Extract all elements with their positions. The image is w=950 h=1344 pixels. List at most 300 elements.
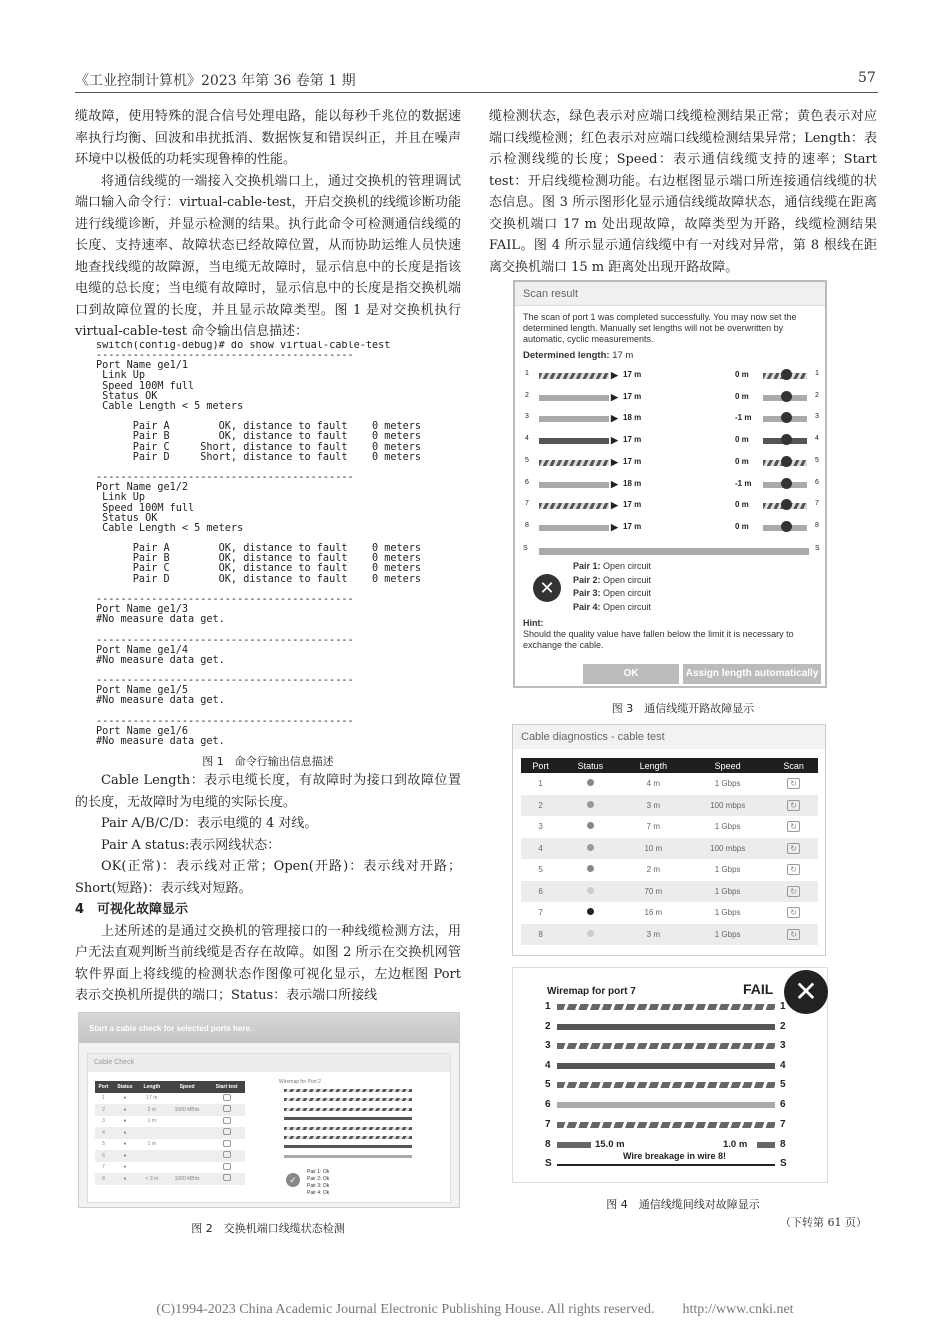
- table-cell: 2: [102, 1106, 105, 1113]
- scan-cell: [769, 816, 818, 838]
- table-row: [95, 1139, 245, 1151]
- wire-number: 2: [780, 1020, 786, 1032]
- table-cell: [138, 1127, 166, 1139]
- determined-length: [523, 350, 633, 361]
- status-cell: [560, 881, 621, 903]
- cable-bar: [539, 416, 609, 422]
- paragraph: 缆检测状态，绿色表示对应端口线缆检测结果正常；黄色表示对应端口线缆检测；红色表示对应端口线缆检测结果异常；Length：表示检测线缆的长度；Speed：表示通信线缆支持的速率；Start test：开启线缆检测功能。右边框图显示端口所连接通信线缆的状态信息。图 3 所示图形化显示通信线缆故障状态，通信线缆在距离交换机端口 17 m 处出现故障，故障类型为开路，线缆检测结果 FAIL。图 4 所示显示通信线缆中有一对线对异常，第 8 根线在距离交换机端口 15 m 距离处出现开路故障。: [489, 109, 877, 275]
- column-header: Start test: [208, 1081, 245, 1093]
- table-cell: 3: [102, 1118, 105, 1125]
- wire-number: 1: [780, 1001, 786, 1012]
- scan-bar: [539, 548, 809, 555]
- table-row: [521, 859, 818, 881]
- scan-cell: [769, 795, 818, 817]
- fault-distance: 0 m: [735, 521, 749, 531]
- diagnostics-table: [521, 758, 818, 946]
- cli-output: switch(config-debug)# do show virtual-cable-test ------------------------------------------ Port Name ge1/1 Link Up Speed 100M full Status OK Cable Length < 5 meters Pair A OK, distance to fault 0 meters Pair B OK, distance to fault 0 meters Pair C Short, distance to fault 0 meters Pair D Short, distance to fault 0 meters ------------------------------------------ Port Name ge1/2 Link Up Speed 100M full Status OK Cable Length < 5 meters Pair A OK, distance to fault 0 meters Pair B OK, distance to fault 0 meters Pair C OK, distance to fault 0 meters Pair D OK, distance to fault 0 meters ------------------------------------------ Port Name ge1/3 #No measure data get. ------------------------------------------ Port Name ge1/4 #No measure data get. ------------------------------------------ Port Name ge1/5 #No measure data get. ------------------------------------------ Port Name ge1/6 #No measure data get.: [96, 341, 422, 748]
- fault-marker-icon: [781, 478, 792, 489]
- figure-3: [513, 280, 827, 688]
- cable-bar: [539, 460, 609, 466]
- wire-number: 8: [545, 1139, 551, 1150]
- table-cell: [208, 1116, 245, 1128]
- length-cell: 2 m: [621, 859, 686, 881]
- column-header: Status: [560, 758, 621, 773]
- row-label: 2: [815, 391, 819, 399]
- row-label: 1: [525, 370, 529, 377]
- start-test-icon[interactable]: [223, 1117, 231, 1124]
- left-column-top: [75, 106, 461, 343]
- cable-length: 18 m: [623, 413, 642, 423]
- table-cell: [208, 1150, 245, 1162]
- figure-1: [96, 341, 464, 749]
- status-dot-icon: [587, 865, 594, 872]
- status-dot-icon: [587, 801, 594, 808]
- scan-cell: [769, 859, 818, 881]
- port-table: [95, 1081, 245, 1185]
- cable-bar: [539, 395, 609, 401]
- continued-note: （下转第 61 页）: [780, 1216, 867, 1229]
- dialog-title: Scan result: [515, 282, 825, 306]
- wiremap-title: Wiremap for Port 2: [279, 1079, 321, 1085]
- table-cell: 2 m: [147, 1106, 157, 1113]
- wire-line: [284, 1098, 412, 1101]
- wire-4: [513, 1060, 829, 1074]
- paragraph: 缆故障，使用特殊的混合信号处理电路，能以每秒千兆位的数据速率执行均衡、回波和串扰抵消、数据恢复和错误纠正，并且在噪声环境中以极低的功耗实现鲁棒的性能。: [75, 109, 461, 167]
- cable-bar: [539, 438, 609, 444]
- figure-1-caption: 图 1 命令行输出信息描述: [202, 755, 334, 768]
- table-row: [95, 1116, 245, 1128]
- speed-cell: 100 mbps: [686, 838, 769, 860]
- cable-bar: [539, 373, 609, 379]
- wire-line: [284, 1136, 412, 1139]
- table-row: [95, 1093, 245, 1105]
- error-icon: ✕: [533, 574, 561, 602]
- status-cell: [560, 859, 621, 881]
- status-dot-icon: [587, 930, 594, 937]
- banner: Start a cable check for selected ports here.: [79, 1013, 459, 1043]
- wire-number: 5: [780, 1079, 786, 1091]
- status-dot-icon: [587, 844, 594, 851]
- wire-segment: [557, 1142, 591, 1148]
- status-dot-icon: [587, 887, 594, 894]
- table-cell: 1: [102, 1095, 105, 1102]
- wire-number: 7: [545, 1118, 551, 1130]
- row-label: 1: [815, 370, 819, 377]
- wire-number: 6: [545, 1099, 551, 1110]
- ok-button[interactable]: OK: [583, 664, 679, 684]
- table-cell: 1 m: [147, 1118, 157, 1125]
- cable-bar: [539, 482, 609, 488]
- hint-block: [523, 618, 821, 651]
- wire-line: [557, 1164, 775, 1166]
- column-header: Length: [621, 758, 686, 773]
- hint-title: Hint:: [523, 618, 544, 628]
- table-row: [521, 773, 818, 795]
- wire-number: 4: [780, 1059, 786, 1071]
- row-label: S: [523, 545, 528, 552]
- fault-marker-icon: [781, 369, 792, 380]
- table-cell: [166, 1162, 208, 1174]
- figure-2: [78, 1012, 460, 1208]
- scan-icon[interactable]: ↻: [787, 800, 800, 811]
- fault-distance: 0 m: [735, 370, 749, 379]
- speed-cell: 1 Gbps: [686, 816, 769, 838]
- row-label: 8: [815, 521, 819, 529]
- port-cell: 8: [521, 924, 560, 946]
- row-label: 5: [525, 456, 529, 464]
- status-cell: [560, 816, 621, 838]
- cable-length: 17 m: [623, 435, 642, 445]
- table-cell: ●: [123, 1118, 127, 1125]
- scan-message: The scan of port 1 was completed successfully. You may now set the determined length. Manually set lengths will not be overwritten by automatic, cyclic measurements.: [523, 312, 797, 344]
- table-cell: 17 m: [146, 1095, 158, 1102]
- wire-line: [284, 1089, 412, 1092]
- status-cell: [560, 773, 621, 795]
- wire-line: [557, 1122, 775, 1128]
- arrow-icon: ▶: [611, 413, 618, 424]
- wire-7: [513, 1119, 829, 1133]
- wire-line: [284, 1117, 412, 1120]
- fault-distance: 0 m: [735, 500, 749, 510]
- figure-4-caption: 图 4 通信线缆间线对故障显示: [606, 1198, 760, 1211]
- scan-cell: [769, 773, 818, 795]
- pair-result: Pair 1: Open circuit: [573, 561, 652, 571]
- scan-cell: [769, 881, 818, 903]
- table-cell: [208, 1104, 245, 1116]
- table-row: [95, 1127, 245, 1139]
- wire-number: 5: [545, 1079, 551, 1091]
- panel-title: Cable Check: [88, 1054, 450, 1072]
- table-row: [95, 1104, 245, 1116]
- table-cell: [166, 1116, 208, 1128]
- port-cell: 3: [521, 816, 560, 838]
- scan-icon[interactable]: ↻: [787, 864, 800, 875]
- row-label: 2: [525, 391, 529, 399]
- pair-result: Pair 2: Open circuit: [573, 574, 652, 585]
- cable-bar: [539, 525, 609, 531]
- left-column-bottom: [75, 770, 461, 1007]
- scan-icon[interactable]: ↻: [787, 821, 800, 832]
- table-row: [521, 838, 818, 860]
- determined-value: 17 m: [612, 350, 634, 361]
- wiremap-title: Wiremap for port 7: [547, 986, 636, 997]
- table-cell: [166, 1093, 208, 1105]
- start-test-icon[interactable]: [223, 1140, 231, 1147]
- right-column-top: [489, 106, 877, 278]
- row-label: 8: [525, 521, 529, 529]
- assign-length-button[interactable]: Assign length automatically: [683, 664, 821, 684]
- cable-length: 17 m: [623, 521, 642, 531]
- speed-cell: 1 Gbps: [686, 859, 769, 881]
- column-header: Speed: [686, 758, 769, 773]
- arrow-icon: ▶: [611, 500, 618, 511]
- section-title: 4 可视化故障显示: [75, 902, 189, 917]
- pair-status: Pair 2: Ok: [307, 1176, 330, 1182]
- wire-line: [284, 1108, 412, 1111]
- wire-line: [557, 1082, 775, 1088]
- wire-line: [557, 1043, 775, 1049]
- scan-row: [523, 479, 823, 491]
- wire-number: 6: [780, 1099, 786, 1110]
- length-cell: 3 m: [621, 795, 686, 817]
- figure-3-caption: 图 3 通信线缆开路故障显示: [611, 702, 755, 715]
- speed-cell: 1 Gbps: [686, 773, 769, 795]
- table-cell: < 3 m: [145, 1175, 159, 1182]
- table-cell: [166, 1150, 208, 1162]
- cable-bar: [539, 503, 609, 509]
- wire-number: 3: [780, 1040, 786, 1052]
- panel-title: Cable diagnostics - cable test: [513, 725, 825, 749]
- table-cell: ●: [123, 1129, 127, 1136]
- table-cell: 8: [102, 1175, 105, 1182]
- pair-status: Pair 4: Ok: [307, 1190, 330, 1196]
- fault-marker-icon: [781, 521, 792, 532]
- row-label: 4: [525, 435, 529, 443]
- wire-6: [513, 1099, 829, 1113]
- figure-4-table-panel: [512, 724, 826, 956]
- status-cell: [560, 795, 621, 817]
- speed-cell: 1 Gbps: [686, 881, 769, 903]
- scan-row: [523, 522, 823, 534]
- wire-3: [513, 1040, 829, 1054]
- fault-marker-icon: [781, 391, 792, 402]
- table-cell: 4: [102, 1129, 105, 1136]
- arrow-icon: ▶: [611, 521, 618, 532]
- shield-wire: [513, 1158, 829, 1172]
- scan-row: [523, 392, 823, 404]
- length-cell: 3 m: [621, 924, 686, 946]
- table-cell: [166, 1127, 208, 1139]
- column-header: Scan: [769, 758, 818, 773]
- page-number: 57: [858, 70, 876, 86]
- row-label: 7: [525, 500, 529, 508]
- table-cell: 6: [102, 1152, 105, 1159]
- wire-number: S: [545, 1158, 552, 1169]
- length-cell: 7 m: [621, 816, 686, 838]
- status-cell: [560, 902, 621, 924]
- start-test-icon[interactable]: [223, 1151, 231, 1158]
- scan-row: [523, 457, 823, 469]
- status-cell: [560, 838, 621, 860]
- table-cell: [208, 1127, 245, 1139]
- length-cell: 10 m: [621, 838, 686, 860]
- column-header: Port: [95, 1081, 112, 1093]
- start-test-icon[interactable]: [223, 1094, 231, 1101]
- wire-line: [284, 1127, 412, 1130]
- scan-row: [523, 370, 823, 382]
- port-cell: 1: [521, 773, 560, 795]
- cable-length: 17 m: [623, 391, 642, 401]
- table-row: [95, 1162, 245, 1174]
- table-row: [521, 902, 818, 924]
- wire-number: S: [780, 1158, 787, 1169]
- table-row: [521, 881, 818, 903]
- fail-icon: ✕: [784, 970, 828, 1014]
- fault-distance: 0 m: [735, 391, 749, 401]
- wire-1: [513, 1001, 829, 1015]
- port-cell: 4: [521, 838, 560, 860]
- column-header: Port: [521, 758, 560, 773]
- paragraph: Pair A/B/C/D：表示电缆的 4 对线。: [101, 816, 318, 831]
- hint-text: Should the quality value have fallen below the limit it is necessary to exchange the cable.: [523, 629, 794, 650]
- column-header: Speed: [166, 1081, 208, 1093]
- fault-marker-icon: [781, 456, 792, 467]
- wire-number: 7: [780, 1118, 786, 1130]
- row-label: S: [815, 545, 820, 552]
- port-cell: 6: [521, 881, 560, 903]
- table-cell: [208, 1173, 245, 1185]
- table-row: [95, 1173, 245, 1185]
- wire-number: 8: [780, 1139, 786, 1150]
- journal-header: 《工业控制计算机》2023 年第 36 卷第 1 期: [75, 73, 356, 89]
- scan-icon[interactable]: ↻: [787, 907, 800, 918]
- scan-icon[interactable]: ↻: [787, 843, 800, 854]
- table-row: [521, 795, 818, 817]
- determined-label: Determined length:: [523, 350, 610, 361]
- table-cell: [138, 1162, 166, 1174]
- cable-length: 17 m: [623, 370, 642, 379]
- table-cell: 5: [102, 1141, 105, 1148]
- table-cell: ●: [123, 1175, 127, 1182]
- table-cell: ●: [123, 1164, 127, 1171]
- breakage-message: Wire breakage in wire 8!: [623, 1151, 726, 1161]
- figure-4-wiremap: [512, 967, 828, 1183]
- scan-cell: [769, 902, 818, 924]
- wire-number: 4: [545, 1059, 551, 1071]
- row-label: 6: [525, 478, 529, 486]
- check-icon: ✓: [286, 1173, 300, 1187]
- scan-icon[interactable]: ↻: [787, 886, 800, 897]
- paragraph: Pair A status:表示网线状态：: [101, 837, 281, 853]
- scan-icon[interactable]: ↻: [787, 929, 800, 940]
- copyright-footer: (C)1994-2023 China Academic Journal Electronic Publishing House. All rights reserved. http://www.cnki.net: [156, 1302, 794, 1317]
- wire-number: 2: [545, 1020, 551, 1032]
- table-row: [521, 816, 818, 838]
- length-cell: 16 m: [621, 902, 686, 924]
- figure-2-caption: 图 2 交换机端口线缆状态检测: [191, 1222, 345, 1235]
- table-cell: [166, 1139, 208, 1151]
- scan-cell: [769, 838, 818, 860]
- paragraph: OK(正常)：表示线对正常；Open(开路)：表示线对开路；Short(短路)：表示线对短路。: [75, 859, 461, 896]
- cable-length: 17 m: [623, 500, 642, 510]
- wire-line: [557, 1102, 775, 1108]
- table-cell: ●: [123, 1095, 127, 1102]
- paragraph: Cable Length：表示电缆长度，有故障时为接口到故障位置的长度，无故障时为电缆的实际长度。: [75, 773, 461, 810]
- pair-results: [573, 560, 651, 614]
- cable-length: 17 m: [623, 456, 642, 466]
- cable-length: 18 m: [623, 478, 642, 488]
- wire-number: 3: [545, 1040, 551, 1052]
- pair-result: Pair 4: Open circuit: [573, 601, 652, 612]
- paragraph: 上述所述的是通过交换机的管理接口的一种线缆检测方法，用户无法直观判断当前线缆是否存在故障。如图 2 所示在交换机网管软件界面上将线缆的检测状态作图像可视化显示，左边框图 Port 表示交换机所提供的端口；Status：表示端口所接线: [75, 923, 461, 1003]
- wire-line: [284, 1145, 412, 1148]
- pair-status: Pair 1: Ok: [307, 1169, 330, 1175]
- arrow-icon: ▶: [611, 435, 618, 446]
- wire-2: [513, 1021, 829, 1035]
- row-label: 3: [815, 413, 819, 421]
- scan-row: [523, 435, 823, 447]
- fault-distance: 0 m: [735, 456, 749, 466]
- fault-distance: -1 m: [735, 413, 752, 423]
- table-cell: ●: [123, 1106, 127, 1113]
- status-dot-icon: [587, 908, 594, 915]
- fault-distance: -1 m: [735, 478, 752, 488]
- status-dot-icon: [587, 779, 594, 786]
- row-label: 6: [815, 478, 819, 486]
- row-label: 3: [525, 413, 529, 421]
- table-row: [95, 1150, 245, 1162]
- table-cell: 1000 MBits: [174, 1106, 200, 1113]
- length-cell: 4 m: [621, 773, 686, 795]
- status-cell: [560, 924, 621, 946]
- arrow-icon: ▶: [611, 370, 618, 380]
- fault-distance: 0 m: [735, 435, 749, 445]
- header-rule: [75, 92, 878, 93]
- speed-cell: 100 mbps: [686, 795, 769, 817]
- table-cell: 7: [102, 1164, 105, 1171]
- arrow-icon: ▶: [611, 456, 618, 467]
- table-cell: [208, 1093, 245, 1105]
- wire-segment: [757, 1142, 775, 1148]
- start-test-icon[interactable]: [223, 1163, 231, 1170]
- paragraph: 将通信线缆的一端接入交换机端口上，通过交换机的管理调试端口输入命令行：virtual-cable-test，开启交换机的线缆诊断功能进行线缆诊断，并显示检测的结果。执行此命令可检测通信线缆的长度、支持速率、故障状态已经故障位置，从而协助运维人员快速地查找线缆的故障源，当电缆无故障时，显示信息中的长度是指该电缆的总长度；当电缆有故障时，显示信息中的长度是指交换机端口到故障位置的长度，并且显示故障类型。图 1 是对交换机执行 virtual-cable-test 命令输出信息描述：: [75, 173, 461, 339]
- row-label: 5: [815, 456, 819, 464]
- table-cell: 1 m: [147, 1141, 157, 1148]
- port-cell: 7: [521, 902, 560, 924]
- cable-check-panel: [87, 1053, 451, 1203]
- scan-icon[interactable]: ↻: [787, 778, 800, 789]
- start-test-icon[interactable]: [223, 1128, 231, 1135]
- scan-row: [523, 413, 823, 425]
- table-row: [521, 924, 818, 946]
- wire-number: 1: [545, 1001, 551, 1012]
- table-cell: 1000 MBits: [174, 1175, 200, 1182]
- pair-result: Pair 3: Open circuit: [573, 588, 652, 598]
- start-test-icon[interactable]: [223, 1174, 231, 1181]
- column-header: Length: [138, 1081, 166, 1093]
- scan-cell: [769, 924, 818, 946]
- fail-label: FAIL: [743, 981, 774, 997]
- speed-cell: 1 Gbps: [686, 924, 769, 946]
- fault-distance: 15.0 m: [595, 1139, 625, 1150]
- port-cell: 2: [521, 795, 560, 817]
- column-header: Status: [112, 1081, 138, 1093]
- row-label: 4: [815, 435, 819, 443]
- start-test-icon[interactable]: [223, 1105, 231, 1112]
- pair-status: Pair 3: Ok: [307, 1183, 330, 1189]
- table-cell: [138, 1150, 166, 1162]
- arrow-icon: ▶: [611, 391, 618, 402]
- wire-line: [557, 1024, 775, 1030]
- remaining-distance: 1.0 m: [723, 1139, 748, 1150]
- table-cell: ●: [123, 1152, 127, 1159]
- speed-cell: 1 Gbps: [686, 902, 769, 924]
- wire-line: [284, 1155, 412, 1158]
- table-cell: [208, 1139, 245, 1151]
- wire-line: [557, 1063, 775, 1069]
- wire-line: [557, 1004, 775, 1010]
- scan-row: [523, 545, 823, 557]
- table-cell: [208, 1162, 245, 1174]
- row-label: 7: [815, 500, 819, 508]
- length-cell: 70 m: [621, 881, 686, 903]
- scan-row: [523, 500, 823, 512]
- port-cell: 5: [521, 859, 560, 881]
- table-cell: ●: [123, 1141, 127, 1148]
- pair-list: [307, 1169, 329, 1197]
- arrow-icon: ▶: [611, 478, 618, 489]
- wire-5: [513, 1079, 829, 1093]
